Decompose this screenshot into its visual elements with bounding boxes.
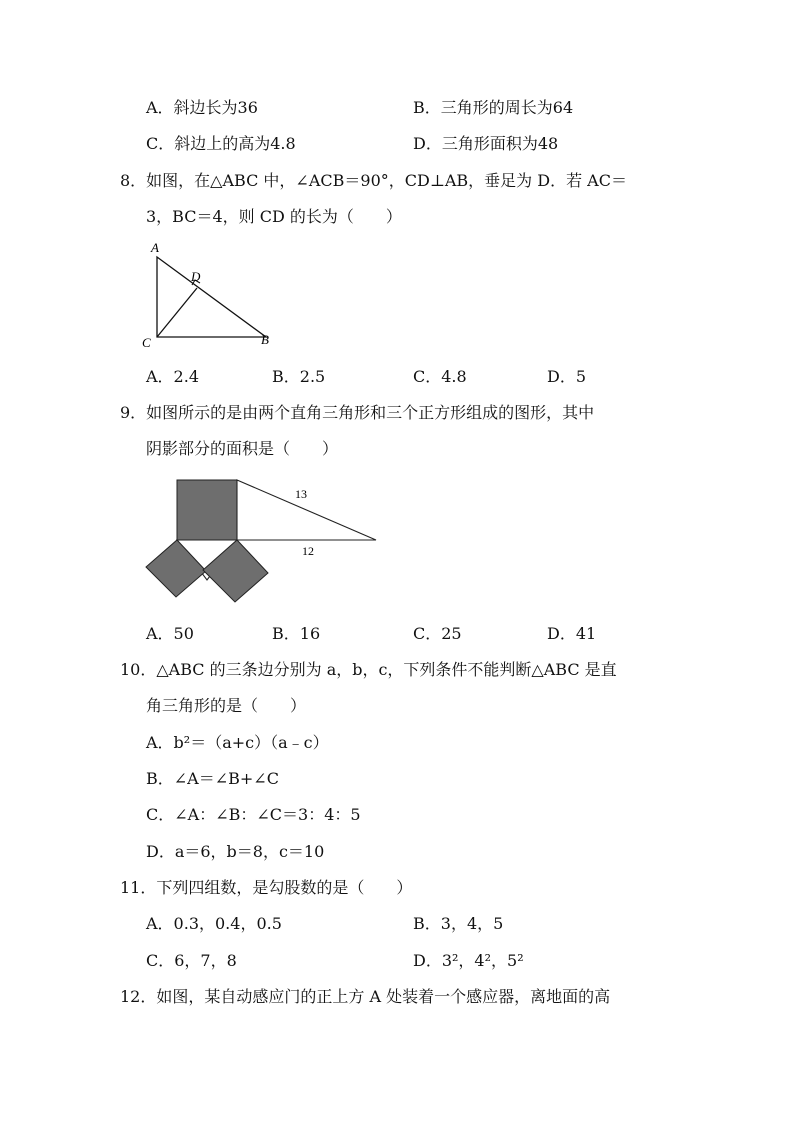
q8-option-b: B．2.5 [272, 367, 326, 386]
q9-squares-figure [140, 470, 385, 605]
q10-option-a: A．b²＝（a+c）（a﹣c） [146, 733, 329, 752]
q8-label-b: B [261, 332, 269, 347]
q10-stem-line2: 角三角形的是（ ） [146, 696, 307, 715]
q9-stem-line2: 阴影部分的面积是（ ） [146, 439, 339, 458]
q9-label-13: 13 [295, 487, 307, 501]
q9-option-c: C．25 [413, 624, 462, 643]
q12-stem-line1: 12．如图，某自动感应门的正上方 A 处装着一个感应器，离地面的高 [120, 987, 611, 1006]
q7-option-c: C．斜边上的高为4.8 [146, 134, 296, 153]
q9-option-b: B．16 [272, 624, 321, 643]
q9-stem-line1: 9．如图所示的是由两个直角三角形和三个正方形组成的图形，其中 [120, 403, 595, 422]
q9-option-a: A．50 [146, 624, 194, 643]
q11-option-a: A．0.3，0.4，0.5 [146, 914, 282, 933]
q8-option-d: D．5 [547, 367, 587, 386]
q8-label-d: D [191, 269, 201, 284]
q11-stem: 11．下列四组数，是勾股数的是（ ） [120, 878, 413, 897]
q11-option-d: D．3²，4²，5² [413, 951, 524, 970]
q10-stem-line1: 10．△ABC 的三条边分别为 a，b，c，下列条件不能判断△ABC 是直 [120, 660, 617, 679]
q7-option-b: B．三角形的周长为64 [413, 98, 574, 117]
q9-label-12: 12 [302, 544, 314, 558]
q10-option-c: C．∠A：∠B：∠C＝3：4：5 [146, 805, 361, 824]
q8-stem-line2: 3，BC＝4，则 CD 的长为（ ） [146, 207, 402, 226]
q11-option-b: B．3，4，5 [413, 914, 504, 933]
q7-option-d: D．三角形面积为48 [413, 134, 559, 153]
q11-option-c: C．6，7，8 [146, 951, 237, 970]
q8-triangle-figure [140, 240, 280, 352]
q8-label-c: C [142, 335, 151, 350]
q8-option-c: C．4.8 [413, 367, 467, 386]
q7-option-a: A．斜边长为36 [146, 98, 258, 117]
q9-option-d: D．41 [547, 624, 597, 643]
q10-option-d: D．a＝6，b＝8，c＝10 [146, 842, 325, 861]
q8-option-a: A．2.4 [146, 367, 200, 386]
q10-option-b: B．∠A＝∠B+∠C [146, 769, 279, 788]
q8-stem-line1: 8．如图，在△ABC 中，∠ACB＝90°，CD⊥AB，垂足为 D．若 AC＝ [120, 171, 627, 190]
q8-label-a: A [151, 240, 159, 255]
